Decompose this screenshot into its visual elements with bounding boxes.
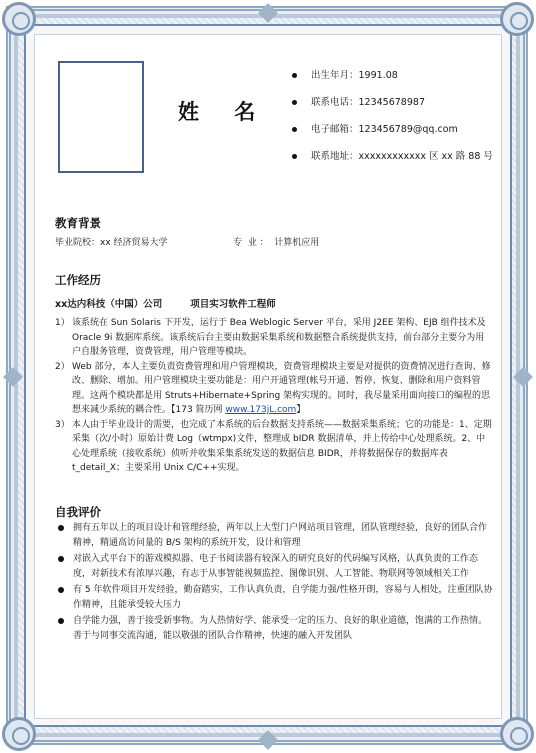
education-major: 专 业 ： 计算机应用 bbox=[233, 238, 320, 248]
list-item: 对嵌入式平台下的游戏模拟器、电子书阅读器有较深入的研究良好的代码编写风格，认真负责的工作态度，对新技术有浓厚兴趣，有志于从事智能视频监控、图像识别、人工智能、物联网等领域相关工作 bbox=[55, 552, 493, 581]
item-text: 本人由于毕业设计的需要，也完成了本系统的后台数据支持系统——数据采集系统；它的功能是：1、定期采集（次/小时）原始计费 Log（wtmpx)文件，整理成 bIDR 数据清单，并上传给中心处理系统。2、中心处理系统（接收系统）侦听并收集采集系统发送的数据信息 BIDR，并将数据保存的数据库表 t_detail_X；主要采用 Unix C/C++实现。 bbox=[72, 419, 492, 473]
corner-ornament-icon bbox=[2, 717, 36, 751]
site-link[interactable]: www.173jL.com bbox=[225, 405, 297, 415]
list-item: 有 5 年软件项目开发经验，勤奋踏实，工作认真负责，自学能力强/性格开朗，容易与人相处，注重团队协作精神，且能承受较大压力 bbox=[55, 583, 493, 612]
contact-list bbox=[290, 68, 493, 176]
section-title-education: 教育背景 bbox=[55, 216, 101, 230]
company-name: xx达内科技（中国）公司 bbox=[55, 299, 163, 310]
contact-email: 电子邮箱：123456789@qq.com bbox=[290, 122, 493, 149]
name-heading: 姓 名 bbox=[178, 100, 270, 124]
list-item bbox=[55, 316, 493, 360]
education-school: 毕业院校：xx 经济贸易大学 bbox=[55, 238, 168, 248]
item-number: 1） bbox=[55, 318, 70, 328]
item-text-tail: 】 bbox=[296, 405, 306, 415]
list-item bbox=[55, 418, 493, 476]
item-text: 该系统在 Sun Solaris 下开发，运行于 Bea Weblogic Server 平台，采用 J2EE 架构、EJB 组件技术及 Oracle 9i 数据库系统。该系统后台主要由数据采集系统和数据整合系统提供支持，前台部分主要分为用户自服务管理，资费管理，用户管理等模块。 bbox=[72, 318, 486, 357]
self-eval-list bbox=[55, 521, 493, 645]
list-item: 拥有五年以上的项目设计和管理经验，两年以上大型门户网站项目管理，团队管理经验，良好的团队合作精神，精通高访问量的 B/S 架构的系统开发，设计和管理 bbox=[55, 521, 493, 550]
item-number: 3） bbox=[55, 419, 70, 430]
corner-ornament-icon bbox=[2, 2, 36, 36]
work-list bbox=[55, 316, 493, 476]
corner-ornament-icon bbox=[500, 2, 534, 36]
section-title-self-eval: 自我评价 bbox=[55, 505, 101, 519]
work-company-line bbox=[55, 296, 276, 310]
section-title-work: 工作经历 bbox=[55, 273, 101, 287]
contact-address: 联系地址：xxxxxxxxxxxx 区 xx 路 88 号 bbox=[290, 149, 493, 176]
item-text: Web 部分，本人主要负责资费管理和用户管理模块，资费管理模块主要是对提供的资费情况进行查询、修改、删除、增加。用户管理模块主要功能是：用户开通管理(帐号开通、暂停、恢复、删除和用户资料管理。这两个模块都是用 Struts+Hibernate+Spring 架构实现的。同时，我尽量采用面向接口的编程的思想来减少系统的耦合性。【173 简历网 bbox=[72, 361, 491, 415]
list-item: 自学能力强，善于接受新事物。为人热情好学、能承受一定的压力、良好的职业道德，饱满的工作热情。善于与同事交流沟通，能以敬强的团队合作精神，快速的融入开发团队 bbox=[55, 614, 493, 643]
contact-birth: 出生年月：1991.08 bbox=[290, 68, 493, 95]
list-item bbox=[55, 360, 493, 418]
item-number: 2） bbox=[55, 361, 70, 372]
job-role: 项目实习软件工程师 bbox=[190, 299, 276, 310]
corner-ornament-icon bbox=[500, 717, 534, 751]
item-text-with-link bbox=[72, 360, 493, 418]
photo-placeholder bbox=[58, 61, 144, 173]
contact-phone: 联系电话：12345678987 bbox=[290, 95, 493, 122]
